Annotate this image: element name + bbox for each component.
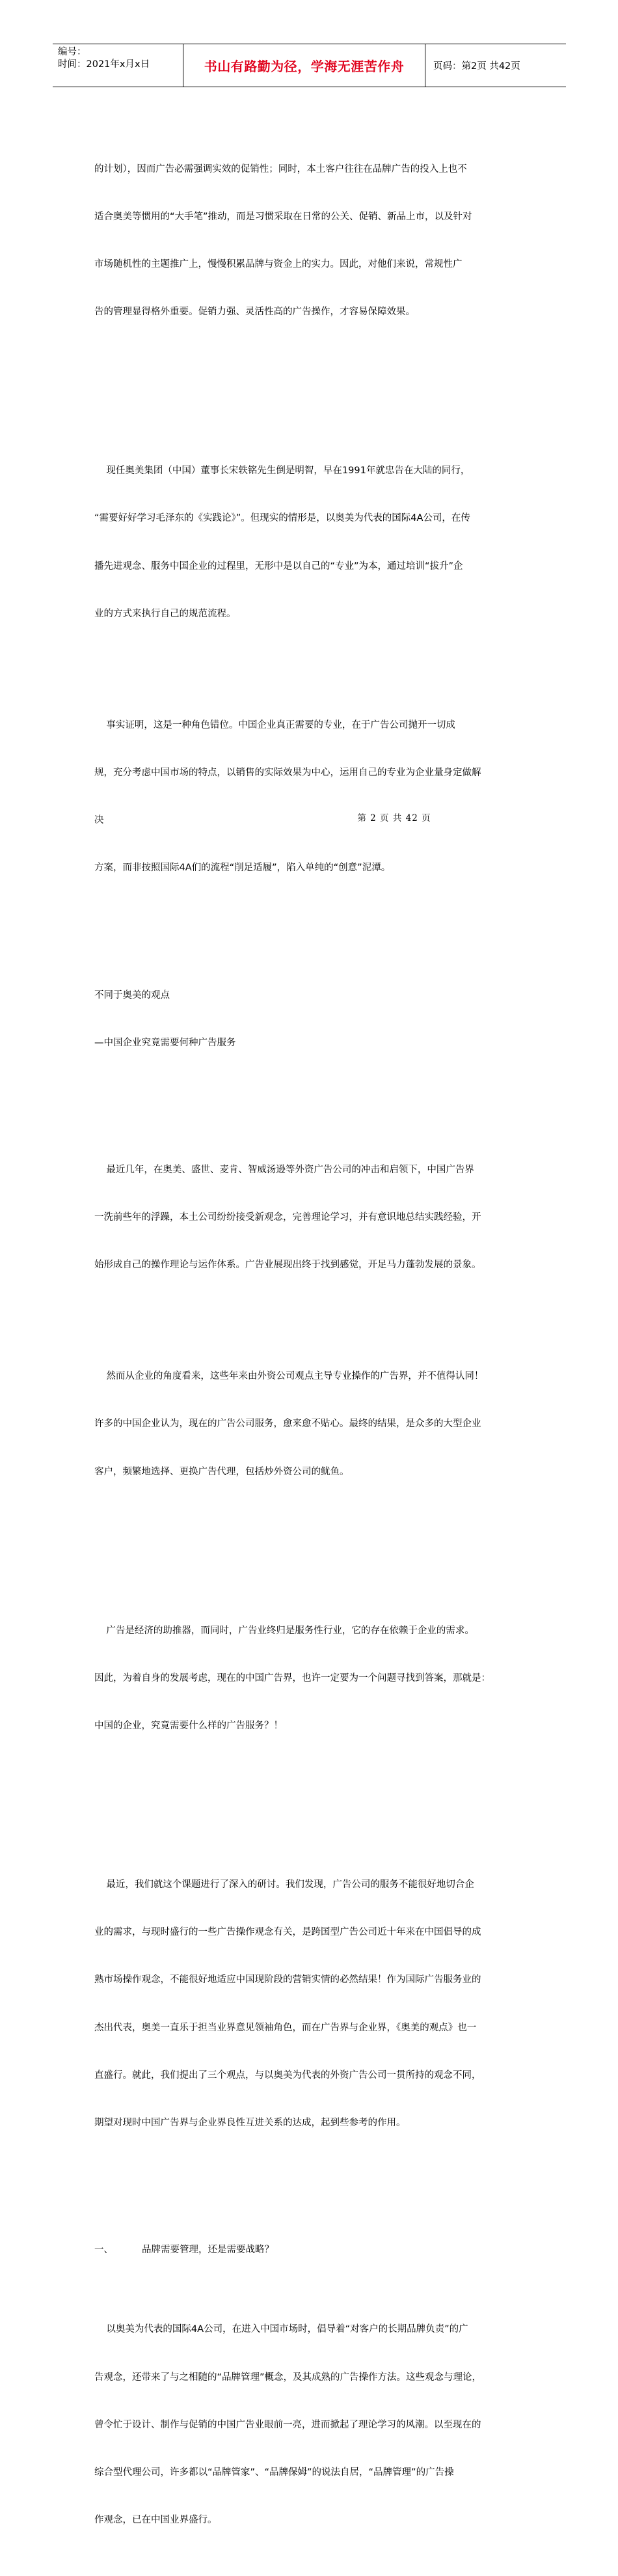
text-line: 告观念，还带来了与之相随的“品牌管理”概念，及其成熟的广告操作方法。这些观念与理论， bbox=[94, 2372, 482, 2383]
text-line: 广告是经济的助推器，而同时，广告业终归是服务性行业，它的存在依赖于企业的需求。 bbox=[94, 1625, 474, 1636]
text-line: 市场随机性的主题推广上，慢慢积累品牌与资金上的实力。因此，对他们来说，常规性广 bbox=[94, 259, 463, 270]
text-line: “需要好好学习毛泽东的《实践论》”。但现实的情形是，以奥美为代表的国际4A公司，在传 bbox=[94, 513, 470, 524]
text-line: 许多的中国企业认为，现在的广告公司服务，愈来愈不贴心。最终的结果，是众多的大型企业 bbox=[94, 1419, 481, 1430]
section-subtitle: —中国企业究竟需要何种广告服务 bbox=[94, 1037, 236, 1048]
text-line: 最近，我们就这个课题进行了深入的研讨。我们发现，广告公司的服务不能很好地切合企 bbox=[94, 1879, 474, 1890]
text-line: 适合奥美等惯用的“大手笔”推动，而是习惯采取在日常的公关、促销、新品上市，以及针对 bbox=[94, 211, 472, 222]
number-label: 编号： bbox=[58, 47, 87, 57]
paragraph-5 bbox=[94, 1336, 530, 1511]
point-1-title: 品牌需要管理，还是需要战略？ bbox=[142, 2245, 274, 2256]
text-line: 因此，为着自身的发展考虑，现在的中国广告界，也许一定要为一个问题寻找到答案，那就是： bbox=[94, 1672, 490, 1683]
point-1-heading bbox=[94, 2242, 530, 2258]
text-line: 方案，而非按照国际4A们的流程“削足适履”，陷入单纯的“创意”泥潭。 bbox=[94, 863, 391, 874]
header-meta bbox=[53, 44, 183, 87]
page-header bbox=[53, 44, 566, 87]
document-body bbox=[94, 98, 530, 2576]
text-line: 一洗前些年的浮躁，本土公司纷纷接受新观念，完善理论学习，并有意识地总结实践经验，开 bbox=[94, 1212, 481, 1223]
text-line: 最近几年，在奥美、盛世、麦肯、智威汤逊等外资广告公司的冲击和启领下，中国广告界 bbox=[94, 1164, 474, 1175]
text-line: 现任奥美集团（中国）董事长宋轶铭先生倒是明智，早在1991年就忠告在大陆的同行， bbox=[94, 465, 470, 477]
paragraph-4 bbox=[94, 1130, 530, 1305]
text-line: 然而从企业的角度看来，这些年来由外资公司观点主导专业操作的广告界，并不值得认同！ bbox=[94, 1371, 484, 1382]
text-line: 决 bbox=[94, 815, 104, 826]
text-line: 播先进观念、服务中国企业的过程里，无形中是以自己的“专业”为本，通过培训“拔升”企 bbox=[94, 561, 463, 572]
date-label: 时间：2021年x月x日 bbox=[58, 59, 150, 70]
paragraph-2 bbox=[94, 431, 530, 654]
paragraph-6 bbox=[94, 1591, 530, 1766]
paragraph-8 bbox=[94, 2290, 530, 2560]
text-line: 期望对现时中国广告界与企业界良性互进关系的达成，起到些参考的作用。 bbox=[94, 2118, 406, 2129]
text-line: 以奥美为代表的国际4A公司，在进入中国市场时，倡导着“对客户的长期品牌负责”的广 bbox=[94, 2324, 468, 2335]
text-line: 作观念，已在中国业界盛行。 bbox=[94, 2515, 217, 2526]
paragraph-1 bbox=[94, 130, 530, 352]
header-page-code: 页码：第2页 共42页 bbox=[433, 61, 520, 72]
text-line: 杰出代表，奥美一直乐于担当业界意见领袖角色，而在广告界与企业界，《奥美的观点》也一 bbox=[94, 2022, 477, 2033]
text-line: 事实证明，这是一种角色错位。中国企业真正需要的专业，在于广告公司抛开一切成 bbox=[94, 719, 455, 730]
text-line: 中国的企业，究竟需要什么样的广告服务？！ bbox=[94, 1721, 283, 1732]
point-1-number: 一、 bbox=[94, 2245, 113, 2256]
section-title: 不同于奥美的观点 bbox=[94, 990, 170, 1001]
text-line: 熟市场操作观念，不能很好地适应中国现阶段的营销实情的必然结果！作为国际广告服务业的 bbox=[94, 1974, 481, 1986]
paragraph-3 bbox=[94, 686, 530, 908]
text-line: 综合型代理公司，许多都以“品牌管家”、“品牌保姆”的说法自居，“品牌管理”的广告操 bbox=[94, 2467, 454, 2478]
text-line: 告的管理显得格外重要。促销力强、灵活性高的广告操作，才容易保障效果。 bbox=[94, 307, 415, 318]
text-line: 业的需求，与现时盛行的一些广告操作观念有关，是跨国型广告公司近十年来在中国倡导的成 bbox=[94, 1927, 481, 1938]
text-line: 直盛行。就此，我们提出了三个观点，与以奥美为代表的外资广告公司一贯所持的观念不同， bbox=[94, 2070, 481, 2081]
text-line: 曾令忙于设计、制作与促销的中国广告业眼前一亮，进而掀起了理论学习的风潮。以至现在的 bbox=[94, 2419, 481, 2430]
text-line: 的计划），因而广告必需强调实效的促销性；同时，本土客户往往在品牌广告的投入上也不 bbox=[94, 163, 467, 174]
page-footer: 第 2 页 共 42 页 bbox=[357, 813, 431, 824]
text-line: 始形成自己的操作理论与运作体系。广告业展现出终于找到感觉，开足马力蓬勃发展的景象。 bbox=[94, 1260, 481, 1271]
text-line: 客户，频繁地选择、更换广告代理，包括炒外资公司的鱿鱼。 bbox=[94, 1466, 349, 1477]
paragraph-7 bbox=[94, 1845, 530, 2163]
text-line: 规，充分考虑中国市场的特点，以销售的实际效果为中心，运用自己的专业为企业量身定做解 bbox=[94, 767, 481, 778]
header-motto: 书山有路勤为径，学海无涯苦作舟 bbox=[183, 44, 425, 87]
text-line: 业的方式来执行自己的规范流程。 bbox=[94, 608, 236, 619]
